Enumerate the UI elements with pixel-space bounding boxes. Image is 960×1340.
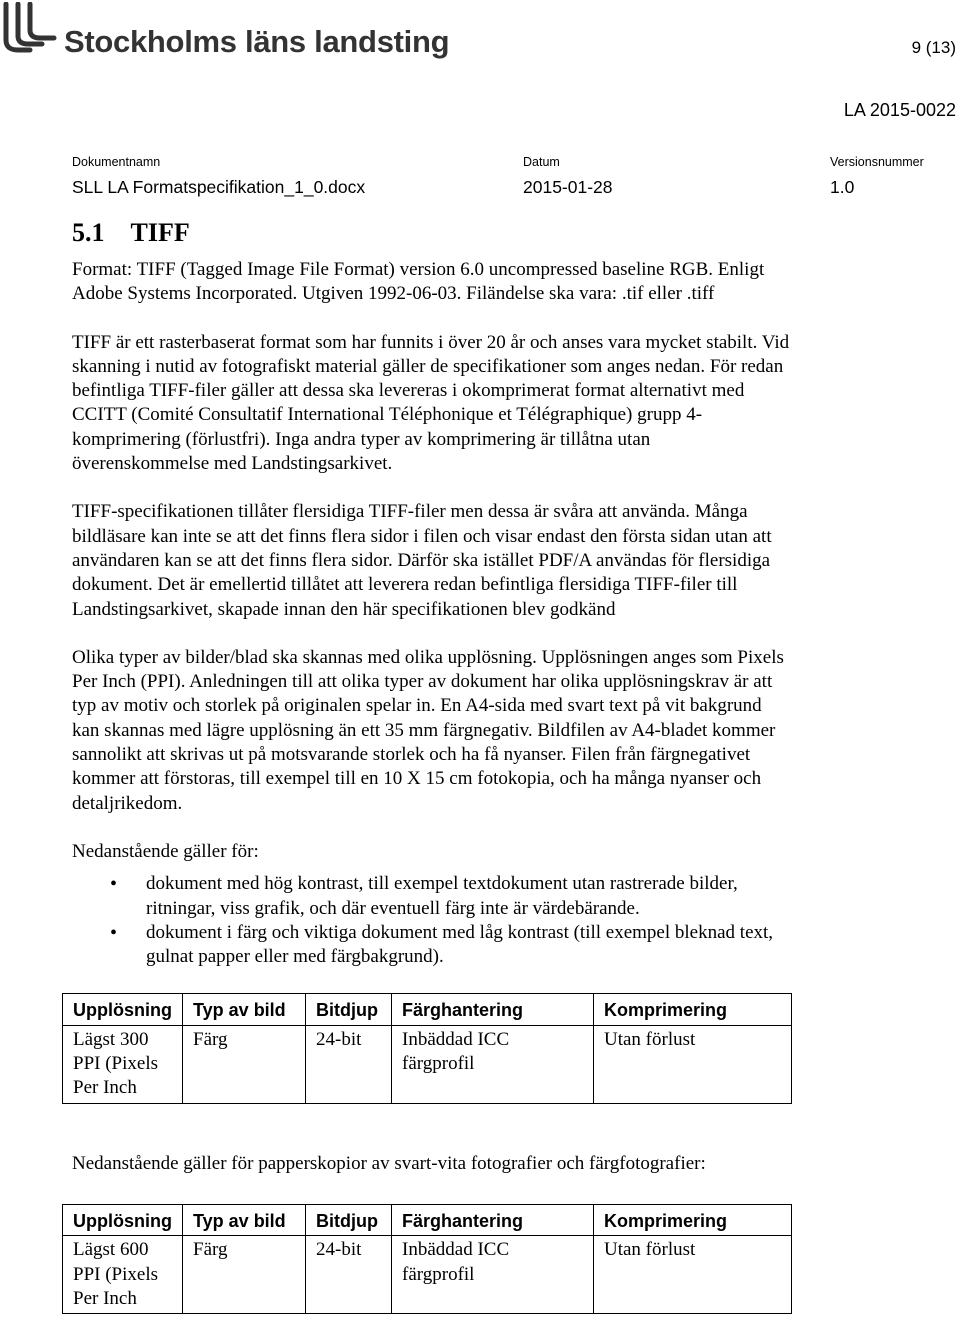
resolution-table-1	[62, 993, 792, 1103]
organization-logo	[0, 2, 449, 60]
section-title: TIFF	[130, 218, 190, 247]
paragraph-applies-to: Nedanstående gäller för:	[72, 840, 259, 862]
paragraph-multipage: TIFF-specifikationen tillåter flersidiga TIFF-filer men dessa är svåra att använda. Många bildläsare kan inte se att det finns flera sidor i filen och visar endast den första sidan utan att användaren kan se att det finns flera sidor. Därför ska istället PDF/A användas för flersidiga dokument. Det är emellertid tillåtet att leverera redan befintliga flersidiga TIFF-filer till Landstingsarkivet, skapade innan den här specifikationen blev godkänd	[72, 501, 772, 620]
document-body	[72, 216, 792, 1314]
meta-value-version: 1.0	[830, 177, 855, 197]
paragraph-tiff-description: TIFF är ett rasterbaserat format som har funnits i över 20 år och anses vara mycket stabilt. Vid skanning i nutid av fotografiskt material gäller de specifikationer som anges nedan. För redan befintliga TIFF-filer gäller att dessa ska levereras i okomprimerat format alternativt med CCITT (Comité Consultatif International Téléphonique et Télégraphique) grupp 4-komprimering (förlustfri). Inga andra typer av komprimering är tillåtna utan överenskommelse med Landstingsarkivet.	[72, 331, 790, 475]
page-number: 9 (13)	[911, 38, 956, 57]
table-cell: Lägst 600 PPI (Pixels Per Inch	[63, 1236, 183, 1314]
table-cell: 24-bit	[306, 1025, 392, 1103]
table-header-cell: Komprimering	[594, 994, 792, 1025]
table-header-cell: Typ av bild	[183, 994, 306, 1025]
table-cell: Utan förlust	[594, 1236, 792, 1314]
sll-logo-icon	[0, 2, 58, 54]
table-cell: Inbäddad ICC färgprofil	[392, 1025, 594, 1103]
table-header-row	[63, 1204, 792, 1235]
table-header-cell: Typ av bild	[183, 1204, 306, 1235]
logo-text: Stockholms läns landsting	[64, 24, 450, 59]
meta-value-document-name: SLL LA Formatspecifikation_1_0.docx	[72, 177, 366, 197]
table-header-cell: Bitdjup	[306, 994, 392, 1025]
table-header-row	[63, 994, 792, 1025]
section-heading	[72, 216, 792, 250]
resolution-table-2	[62, 1204, 792, 1314]
bullet-list	[72, 872, 792, 969]
meta-label-version: Versionsnummer	[830, 155, 924, 169]
table-cell: Utan förlust	[594, 1025, 792, 1103]
meta-label-date: Datum	[523, 155, 560, 169]
list-item: • dokument i färg och viktiga dokument med låg kontrast (till exempel bleknad text, gulnat papper eller med färgbakgrund).	[72, 921, 792, 970]
table-header-cell: Upplösning	[63, 1204, 183, 1235]
list-item: • dokument med hög kontrast, till exempel textdokument utan rastrerade bilder, ritningar, viss grafik, och där eventuell färg inte är värdebärande.	[72, 872, 792, 921]
format-paragraph: Format: TIFF (Tagged Image File Format) version 6.0 uncompressed baseline RGB. Enligt Adobe Systems Incorporated. Utgiven 1992-06-03. Filändelse ska vara: .tif eller .tiff	[72, 259, 765, 305]
table-cell: Lägst 300 PPI (Pixels Per Inch	[63, 1025, 183, 1103]
paragraph-photo-copies: Nedanstående gäller för papperskopior av svart-vita fotografier och färgfotografier:	[72, 1152, 706, 1174]
table-row	[63, 1025, 792, 1103]
section-number: 5.1	[72, 218, 105, 247]
table-header-cell: Komprimering	[594, 1204, 792, 1235]
table-header-cell: Upplösning	[63, 994, 183, 1025]
table-header-cell: Färghantering	[392, 1204, 594, 1235]
paragraph-resolution: Olika typer av bilder/blad ska skannas med olika upplösning. Upplösningen anges som Pixels Per Inch (PPI). Anledningen till att olika typer av dokument har olika upplösningskrav är att typ av motiv och storlek på originalen spelar in. En A4-sida med svart text på vit bakgrund kan skannas med lägre upplösning än ett 35 mm färgnegativ. Bildfilen av A4-bladet kommer sannolikt att skrivas ut på motsvarande storlek och ha få nyanser. Filen från färgnegativet kommer att förstoras, till exempel till en 10 X 15 cm fotokopia, och ha många nyanser och detaljrikedom.	[72, 646, 784, 814]
table-header-cell: Färghantering	[392, 994, 594, 1025]
table-cell: Inbäddad ICC färgprofil	[392, 1236, 594, 1314]
table-cell: 24-bit	[306, 1236, 392, 1314]
table-row	[63, 1236, 792, 1314]
table-cell: Färg	[183, 1025, 306, 1103]
document-reference: LA 2015-0022	[843, 100, 956, 120]
table-cell: Färg	[183, 1236, 306, 1314]
table-header-cell: Bitdjup	[306, 1204, 392, 1235]
meta-value-date: 2015-01-28	[523, 177, 613, 197]
meta-label-document-name: Dokumentnamn	[72, 155, 161, 169]
